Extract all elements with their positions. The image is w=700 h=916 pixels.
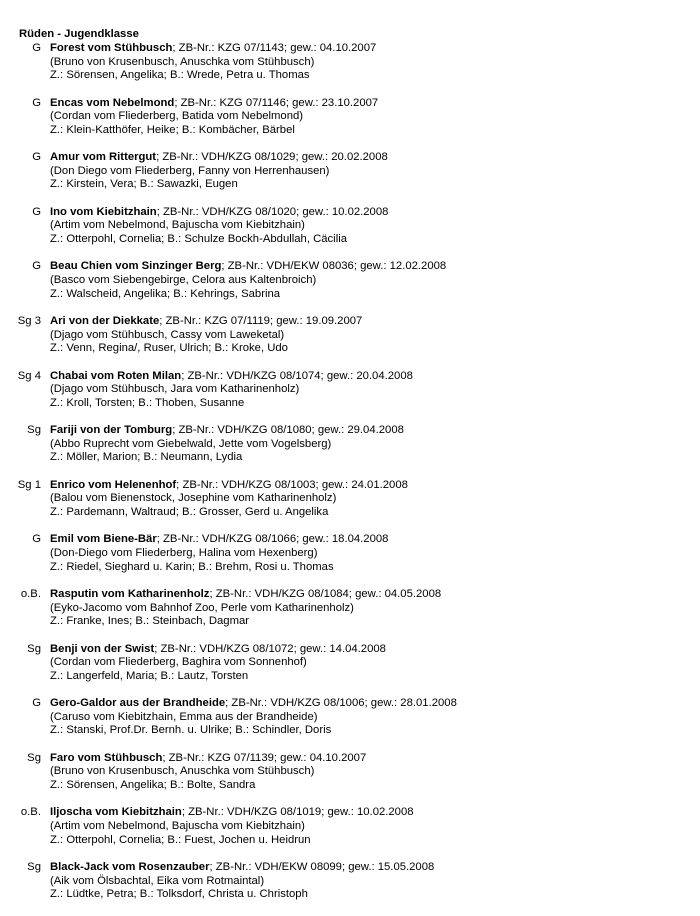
registration-line xyxy=(50,752,690,766)
grade-rating: Sg xyxy=(27,424,41,437)
grade-rating: G xyxy=(32,533,41,546)
registration-line xyxy=(50,42,690,56)
dog-entry xyxy=(0,42,700,97)
dog-name: Ino vom Kiebitzhain xyxy=(50,205,157,218)
breeder-owner-line: Z.: Stanski, Prof.Dr. Bernh. u. Ulrike; B.: Schindler, Doris xyxy=(50,724,332,737)
parents-line: (Basco vom Siebengebirge, Celora aus Kaltenbroich) xyxy=(50,273,317,286)
registration-line xyxy=(50,697,690,711)
entry-text xyxy=(50,370,690,411)
grade-rating: Sg xyxy=(27,642,41,655)
dog-name: Emil vom Biene-Bär xyxy=(50,533,157,546)
breeder-owner-line: Z.: Kroll, Torsten; B.: Thoben, Susanne xyxy=(50,396,245,409)
registration-details: ; ZB-Nr.: VDH/KZG 08/1003; gew.: 24.01.2008 xyxy=(176,478,408,491)
registration-line xyxy=(50,806,690,820)
grade-rating: Sg xyxy=(27,751,41,764)
registration-line xyxy=(50,260,690,274)
dog-name: Black-Jack vom Rosenzauber xyxy=(50,860,210,873)
registration-details: ; ZB-Nr.: VDH/KZG 08/1074; gew.: 20.04.2008 xyxy=(181,369,413,382)
grade-rating: G xyxy=(32,260,41,273)
breeder-owner-line: Z.: Möller, Marion; B.: Neumann, Lydia xyxy=(50,451,243,464)
entry-text xyxy=(50,151,690,192)
registration-details: ; ZB-Nr.: KZG 07/1119; gew.: 19.09.2007 xyxy=(159,314,363,327)
registration-line xyxy=(50,588,690,602)
entry-text xyxy=(50,424,690,465)
parents-line: (Bruno von Krusenbusch, Anuschka vom Stühbusch) xyxy=(50,765,315,778)
breeder-owner-line: Z.: Riedel, Sieghard u. Karin; B.: Brehm, Rosi u. Thomas xyxy=(50,560,334,573)
registration-line xyxy=(50,97,690,111)
grade-rating: G xyxy=(32,205,41,218)
parents-line: (Caruso vom Kiebitzhain, Emma aus der Brandheide) xyxy=(50,710,318,723)
registration-line xyxy=(50,315,690,329)
parents-line: (Aik vom Ölsbachtal, Eika vom Rotmaintal) xyxy=(50,874,265,887)
entry-text xyxy=(50,697,690,738)
breeder-owner-line: Z.: Franke, Ines; B.: Steinbach, Dagmar xyxy=(50,615,250,628)
parents-line: (Balou vom Bienenstock, Josephine vom Katharinenholz) xyxy=(50,492,337,505)
registration-line xyxy=(50,424,690,438)
breeder-owner-line: Z.: Walscheid, Angelika; B.: Kehrings, Sabrina xyxy=(50,287,281,300)
section-title: Rüden - Jugendklasse xyxy=(19,28,139,40)
grade-rating: Sg 1 xyxy=(17,478,41,491)
breeder-owner-line: Z.: Otterpohl, Cornelia; B.: Schulze Bockh-Abdullah, Cäcilia xyxy=(50,232,347,245)
dog-entry xyxy=(0,206,700,261)
entry-text xyxy=(50,533,690,574)
breeder-owner-line: Z.: Sörensen, Angelika; B.: Bolte, Sandra xyxy=(50,778,256,791)
registration-details: ; ZB-Nr.: VDH/KZG 08/1080; gew.: 29.04.2008 xyxy=(172,424,404,437)
dog-entry xyxy=(0,260,700,315)
grade-rating: o.B. xyxy=(20,806,41,819)
registration-details: ; ZB-Nr.: VDH/KZG 08/1084; gew.: 04.05.2008 xyxy=(209,587,442,600)
parents-line: (Djago vom Stühbusch, Jara vom Katharinenholz) xyxy=(50,383,300,396)
breeder-owner-line: Z.: Kirstein, Vera; B.: Sawazki, Eugen xyxy=(50,178,238,191)
dog-entry xyxy=(0,479,700,534)
registration-details: ; ZB-Nr.: VDH/KZG 08/1019; gew.: 10.02.2008 xyxy=(181,806,414,819)
registration-details: ; ZB-Nr.: VDH/KZG 08/1072; gew.: 14.04.2008 xyxy=(154,642,386,655)
parents-line: (Artim vom Nebelmond, Bajuscha vom Kiebitzhain) xyxy=(50,819,305,832)
parents-line: (Abbo Ruprecht vom Giebelwald, Jette vom Vogelsberg) xyxy=(50,437,332,450)
registration-details: ; ZB-Nr.: VDH/KZG 08/1006; gew.: 28.01.2008 xyxy=(225,697,457,710)
dog-name: Fariji von der Tomburg xyxy=(50,424,173,437)
breeder-owner-line: Z.: Langerfeld, Maria; B.: Lautz, Torsten xyxy=(50,669,249,682)
grade-rating: o.B. xyxy=(20,587,41,600)
dog-entry xyxy=(0,806,700,861)
dog-entry xyxy=(0,588,700,643)
entry-text xyxy=(50,42,690,83)
entry-text xyxy=(50,206,690,247)
dog-name: Gero-Galdor aus der Brandheide xyxy=(50,697,226,710)
dog-entry xyxy=(0,151,700,206)
entry-list xyxy=(0,42,700,916)
parents-line: (Don Diego vom Fliederberg, Fanny von Herrenhausen) xyxy=(50,164,330,177)
breeder-owner-line: Z.: Pardemann, Waltraud; B.: Grosser, Gerd u. Angelika xyxy=(50,505,329,518)
registration-details: ; ZB-Nr.: VDH/EKW 08036; gew.: 12.02.2008 xyxy=(221,260,447,273)
dog-name: Faro vom Stühbusch xyxy=(50,751,163,764)
registration-details: ; ZB-Nr.: VDH/KZG 08/1029; gew.: 20.02.2008 xyxy=(156,151,388,164)
registration-details: ; ZB-Nr.: VDH/KZG 08/1066; gew.: 18.04.2008 xyxy=(156,533,389,546)
registration-line xyxy=(50,206,690,220)
registration-line xyxy=(50,861,690,875)
dog-entry xyxy=(0,315,700,370)
dog-entry xyxy=(0,752,700,807)
dog-entry xyxy=(0,643,700,698)
grade-rating: Sg xyxy=(27,860,41,873)
entry-text xyxy=(50,861,690,902)
dog-name: Ari von der Diekkate xyxy=(50,314,160,327)
dog-entry xyxy=(0,861,700,916)
dog-name: Enrico vom Helenenhof xyxy=(50,478,177,491)
registration-line xyxy=(50,533,690,547)
breeder-owner-line: Z.: Lüdtke, Petra; B.: Tolksdorf, Christa u. Christoph xyxy=(50,888,308,901)
grade-rating: Sg 4 xyxy=(17,369,41,382)
grade-rating: G xyxy=(32,151,41,164)
entry-text xyxy=(50,588,690,629)
registration-details: ; ZB-Nr.: VDH/EKW 08099; gew.: 15.05.2008 xyxy=(209,860,435,873)
parents-line: (Cordan vom Fliederberg, Batida vom Nebelmond) xyxy=(50,110,304,123)
grade-rating: G xyxy=(32,42,41,54)
dog-name: Forest vom Stühbusch xyxy=(50,42,173,54)
entry-text xyxy=(50,752,690,793)
dog-entry xyxy=(0,697,700,752)
breeder-owner-line: Z.: Sörensen, Angelika; B.: Wrede, Petra u. Thomas xyxy=(50,69,310,82)
dog-name: Chabai vom Roten Milan xyxy=(50,369,182,382)
registration-line xyxy=(50,479,690,493)
entry-text xyxy=(50,97,690,138)
dog-name: Rasputin vom Katharinenholz xyxy=(50,587,210,600)
registration-line xyxy=(50,643,690,657)
parents-line: (Djago vom Stühbusch, Cassy vom Laweketal) xyxy=(50,328,285,341)
dog-name: Beau Chien vom Sinzinger Berg xyxy=(50,260,222,273)
parents-line: (Eyko-Jacomo vom Bahnhof Zoo, Perle vom Katharinenholz) xyxy=(50,601,354,614)
grade-rating: G xyxy=(32,697,41,710)
dog-name: Amur vom Rittergut xyxy=(50,151,157,164)
registration-details: ; ZB-Nr.: VDH/KZG 08/1020; gew.: 10.02.2008 xyxy=(156,205,389,218)
dog-name: Encas vom Nebelmond xyxy=(50,96,175,109)
parents-line: (Don-Diego vom Fliederberg, Halina vom Hexenberg) xyxy=(50,546,318,559)
dog-name: Iljoscha vom Kiebitzhain xyxy=(50,806,182,819)
breeder-owner-line: Z.: Venn, Regina/, Ruser, Ulrich; B.: Kroke, Udo xyxy=(50,342,288,355)
entry-text xyxy=(50,643,690,684)
dog-name: Benji von der Swist xyxy=(50,642,155,655)
entry-text xyxy=(50,806,690,847)
entry-text xyxy=(50,315,690,356)
registration-details: ; ZB-Nr.: KZG 07/1143; gew.: 04.10.2007 xyxy=(172,42,377,54)
grade-rating: G xyxy=(32,96,41,109)
breeder-owner-line: Z.: Klein-Katthöfer, Heike; B.: Kombächer, Bärbel xyxy=(50,123,295,136)
registration-line xyxy=(50,370,690,384)
entry-text xyxy=(50,260,690,301)
parents-line: (Bruno von Krusenbusch, Anuschka vom Stühbusch) xyxy=(50,55,315,68)
parents-line: (Artim vom Nebelmond, Bajuscha vom Kiebitzhain) xyxy=(50,219,305,232)
entry-text xyxy=(50,479,690,520)
dog-entry xyxy=(0,533,700,588)
parents-line: (Cordan vom Fliederberg, Baghira vom Sonnenhof) xyxy=(50,656,307,669)
dog-entry xyxy=(0,370,700,425)
registration-details: ; ZB-Nr.: KZG 07/1139; gew.: 04.10.2007 xyxy=(162,751,367,764)
registration-line xyxy=(50,151,690,165)
breeder-owner-line: Z.: Otterpohl, Cornelia; B.: Fuest, Jochen u. Heidrun xyxy=(50,833,311,846)
dog-entry xyxy=(0,97,700,152)
dog-entry xyxy=(0,424,700,479)
registration-details: ; ZB-Nr.: KZG 07/1146; gew.: 23.10.2007 xyxy=(174,96,379,109)
grade-rating: Sg 3 xyxy=(17,314,41,327)
